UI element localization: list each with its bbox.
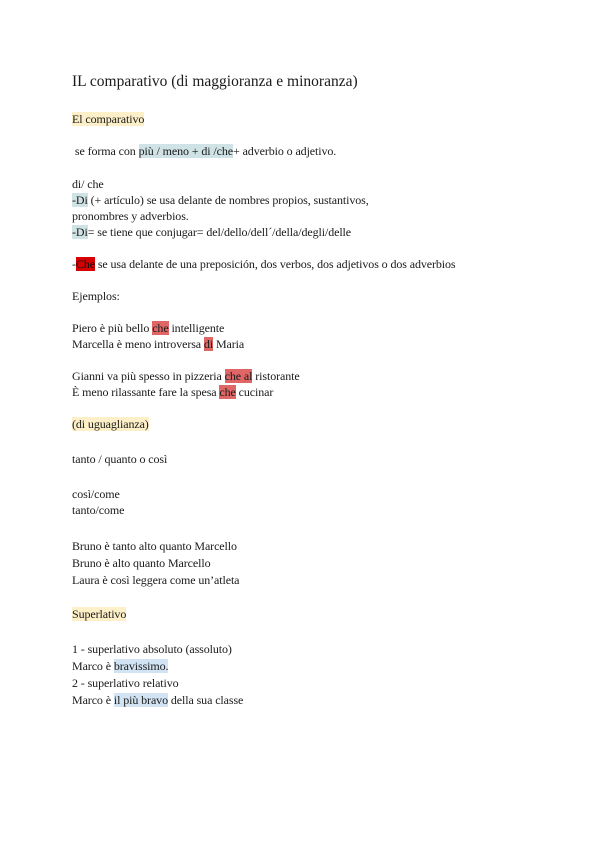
heading-highlight: Superlativo <box>72 607 127 621</box>
superlativo-example <box>72 692 243 708</box>
che-rule <box>72 256 456 272</box>
example-text: cucinar <box>235 385 274 399</box>
example-line <box>72 336 244 352</box>
heading-highlight: (di uguaglianza) <box>72 417 149 431</box>
rule-text-end: + adverbio o adjetivo. <box>233 144 337 158</box>
superlativo-highlight: il più bravo <box>113 693 168 707</box>
example-text: Maria <box>213 337 245 351</box>
rule-highlight: più / meno + di /che <box>138 144 233 158</box>
heading-highlight: El comparativo <box>72 112 145 126</box>
example-highlight: che al <box>224 369 253 383</box>
section-heading-uguaglianza <box>72 416 149 432</box>
section-heading-comparativo <box>72 111 144 127</box>
example-text: Piero è più bello <box>72 321 153 335</box>
superlativo-item: 1 - superlativo absoluto (assoluto) <box>72 642 232 656</box>
example-text: della sua classe <box>167 693 244 707</box>
example-line: Bruno è tanto alto quanto Marcello <box>72 539 237 553</box>
di-che-label: di/ che <box>72 177 104 191</box>
example-highlight: che <box>219 385 236 399</box>
di-highlight: -Di <box>72 225 88 239</box>
example-text: intelligente <box>168 321 225 335</box>
di-rule-text: (+ artículo) se usa delante de nombres propios, sustantivos, <box>87 193 369 207</box>
di-rule-text: = se tiene que conjugar= del/dello/dell´/della/degli/delle <box>87 225 352 239</box>
rule-text: se forma con <box>72 144 139 158</box>
example-highlight: che <box>152 321 169 335</box>
uguaglianza-line: così/come <box>72 487 120 501</box>
section-heading-superlativo <box>72 606 126 622</box>
example-text: Marco è <box>72 659 114 673</box>
ejemplos-label: Ejemplos: <box>72 289 120 303</box>
superlativo-item: 2 - superlativo relativo <box>72 676 179 690</box>
example-text: È meno rilassante fare la spesa <box>72 385 220 399</box>
che-dash: - <box>72 257 76 271</box>
che-rule-text: se usa delante de una preposición, dos verbos, dos adjetivos o dos adverbios <box>94 257 456 271</box>
che-highlight: Che <box>75 257 95 271</box>
di-rule-1-cont: pronombres y adverbios. <box>72 209 189 223</box>
superlativo-highlight: bravissimo. <box>113 659 169 673</box>
di-rule-1 <box>72 192 369 208</box>
example-text: ristorante <box>252 369 300 383</box>
example-line: Laura è così leggera come un’atleta <box>72 573 240 587</box>
example-line <box>72 368 300 384</box>
di-highlight: -Di <box>72 193 88 207</box>
page-title: IL comparativo (di maggioranza e minoranza) <box>72 73 358 90</box>
example-line <box>72 320 224 336</box>
uguaglianza-line: tanto / quanto o così <box>72 452 168 466</box>
uguaglianza-line: tanto/come <box>72 503 125 517</box>
example-line: Bruno è alto quanto Marcello <box>72 556 211 570</box>
superlativo-example <box>72 658 168 674</box>
example-text: Marco è <box>72 693 114 707</box>
example-text: Gianni va più spesso in pizzeria <box>72 369 225 383</box>
example-text: Marcella è meno introversa <box>72 337 204 351</box>
example-highlight: di <box>203 337 214 351</box>
comparativo-rule <box>72 143 336 159</box>
example-line <box>72 384 273 400</box>
di-rule-2 <box>72 224 351 240</box>
